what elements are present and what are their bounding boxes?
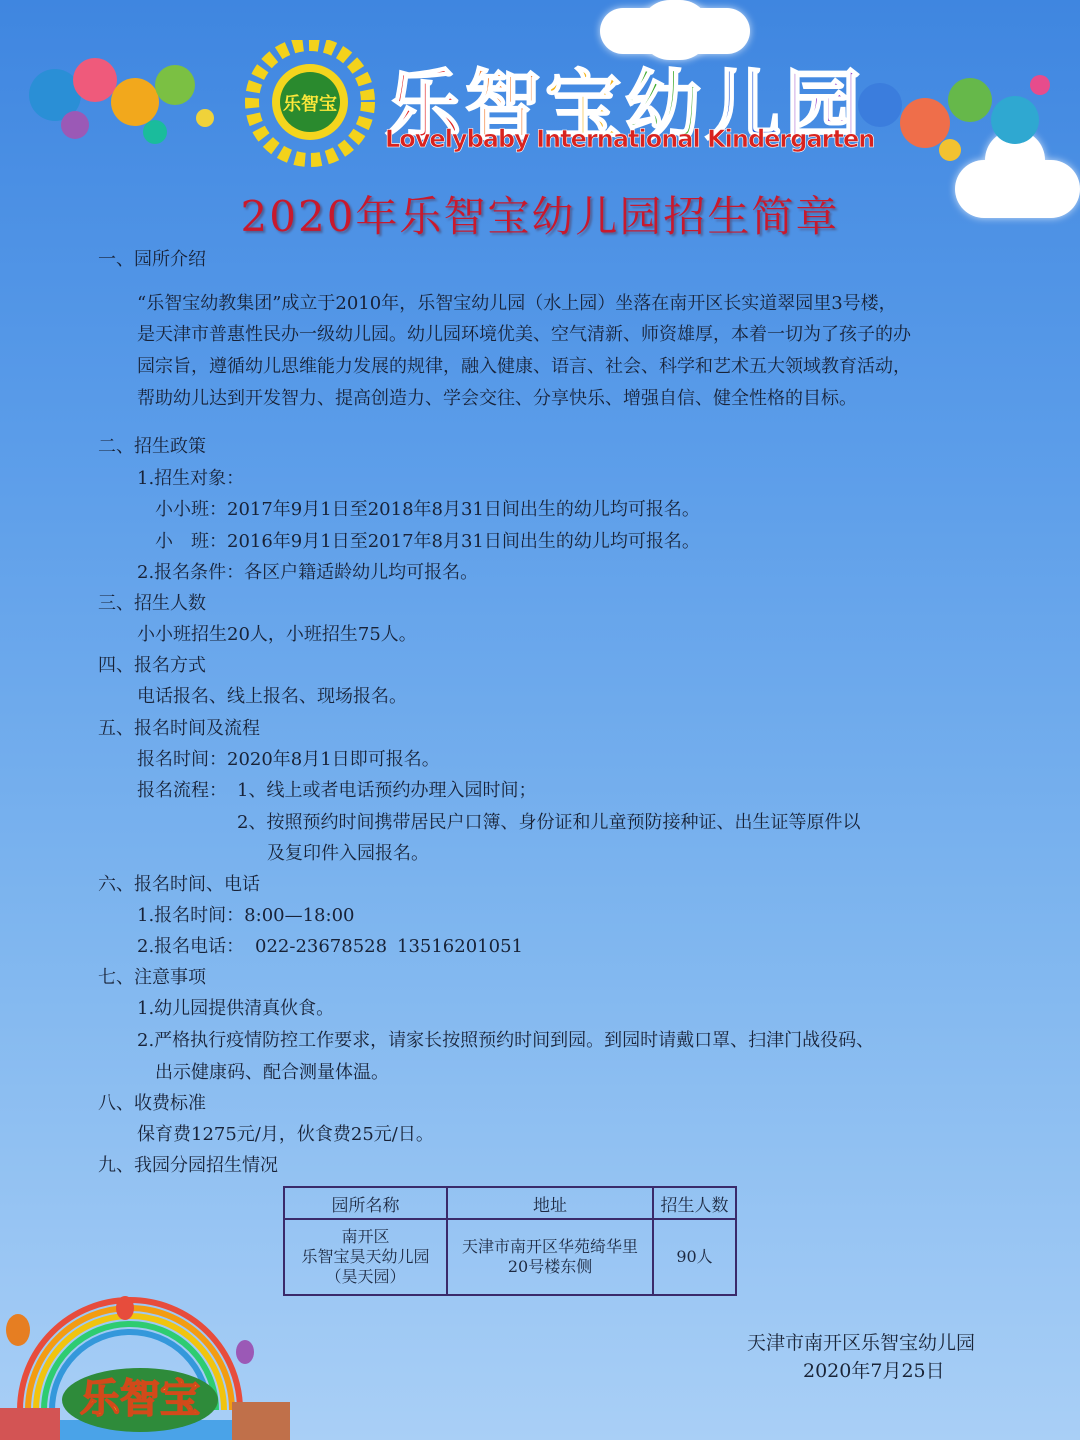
col-header-count: 招生人数 <box>653 1187 736 1219</box>
section-6-heading: 六、报名时间、电话 <box>98 874 260 895</box>
signup-flow-step-1: 1、线上或者电话预约办理入园时间； <box>237 780 537 801</box>
notice-1: 1.幼儿园提供清真伙食。 <box>137 998 335 1019</box>
branch-name-line-3: （昊天园） <box>325 1267 406 1286</box>
col-header-address: 地址 <box>447 1187 653 1219</box>
branch-name-line-1: 南开区 <box>341 1227 390 1246</box>
section-7-heading: 七、注意事项 <box>98 967 206 988</box>
signup-flow-label: 报名流程： <box>137 780 227 801</box>
phone-number-2: 13516201051 <box>397 936 523 957</box>
section-4-heading: 四、报名方式 <box>98 655 206 676</box>
page-title: 2020年乐智宝幼儿园招生简章 <box>240 192 840 241</box>
cartoon-mascot-illustration <box>0 1290 290 1440</box>
section-5-heading: 五、报名时间及流程 <box>98 718 260 739</box>
branch-name-cell <box>284 1219 447 1295</box>
xiaoxiao-class-rule: 小小班：2017年9月1日至2018年8月31日间出生的幼儿均可报名。 <box>155 499 700 520</box>
badge-text: 乐智宝 <box>283 94 337 115</box>
brand-english-name: Lovelybaby International Kindergarten <box>385 125 875 153</box>
phone-label: 2.报名电话： <box>137 936 245 957</box>
section-2-heading: 二、招生政策 <box>98 436 206 457</box>
cartoon-left-decoration <box>15 40 225 150</box>
section-1-heading: 一、园所介绍 <box>98 249 206 270</box>
phone-number-1: 022-23678528 <box>255 936 388 957</box>
branch-count-cell: 90人 <box>653 1219 736 1295</box>
enroll-condition: 2.报名条件：各区户籍适龄幼儿均可报名。 <box>137 562 479 583</box>
table-row <box>284 1219 736 1295</box>
branch-address-line-1: 天津市南开区华苑绮华里 <box>462 1237 639 1256</box>
branch-address-cell <box>447 1219 653 1295</box>
enroll-target: 1.招生对象： <box>137 468 245 489</box>
mascot-badge-text: 乐智宝 <box>80 1376 200 1422</box>
intro-line-1: “乐智宝幼教集团”成立于2010年，乐智宝幼儿园（水上园）坐落在南开区长实道翠园里3号楼， <box>137 293 897 314</box>
intro-line-4: 帮助幼儿达到开发智力、提高创造力、学会交往、分享快乐、增强自信、健全性格的目标。 <box>137 388 857 409</box>
footer-org: 天津市南开区乐智宝幼儿园 <box>747 1332 976 1354</box>
notice-2-cont: 出示健康码、配合测量体温。 <box>155 1062 389 1083</box>
branch-name-line-2: 乐智宝昊天幼儿园 <box>301 1247 430 1266</box>
footer-date: 2020年7月25日 <box>803 1360 945 1382</box>
fee-standard: 保育费1275元/月，伙食费25元/日。 <box>137 1124 434 1145</box>
brand-char-4: 幼 <box>625 61 705 150</box>
section-8-heading: 八、收费标准 <box>98 1093 206 1114</box>
brand-char-5: 儿 <box>705 61 785 150</box>
xiao-class-rule: 小 班：2016年9月1日至2017年8月31日间出生的幼儿均可报名。 <box>155 531 700 552</box>
brand-char-6: 园 <box>785 61 865 150</box>
branch-address-line-2: 20号楼东侧 <box>507 1257 593 1276</box>
notice-2: 2.严格执行疫情防控工作要求，请家长按照预约时间到园。到园时请戴口罩、扫津门战役码、 <box>137 1030 875 1051</box>
brand-char-2: 智 <box>465 61 545 150</box>
signup-time: 报名时间：2020年8月1日即可报名。 <box>137 749 440 770</box>
enroll-count: 小小班招生20人，小班招生75人。 <box>137 624 417 645</box>
brand-char-3: 宝 <box>545 61 625 150</box>
signup-flow-step-2-cont: 及复印件入园报名。 <box>267 843 429 864</box>
signup-methods: 电话报名、线上报名、现场报名。 <box>137 686 407 707</box>
section-3-heading: 三、招生人数 <box>98 593 206 614</box>
brand-char-1: 乐 <box>385 61 465 150</box>
signup-flow-step-2: 2、按照预约时间携带居民户口簿、身份证和儿童预防接种证、出生证等原件以 <box>237 812 861 833</box>
intro-line-3: 园宗旨，遵循幼儿思维能力发展的规律，融入健康、语言、社会、科学和艺术五大领域教育活动， <box>137 356 911 377</box>
col-header-name: 园所名称 <box>284 1187 447 1219</box>
intro-line-2: 是天津市普惠性民办一级幼儿园。幼儿园环境优美、空气清新、师资雄厚，本着一切为了孩子的办 <box>137 324 911 345</box>
wreath-logo-icon <box>245 40 375 170</box>
branch-table <box>283 1186 737 1296</box>
section-9-heading: 九、我园分园招生情况 <box>98 1155 278 1176</box>
branch-table-header <box>284 1187 736 1219</box>
office-hours: 1.报名时间：8:00—18:00 <box>137 905 355 926</box>
